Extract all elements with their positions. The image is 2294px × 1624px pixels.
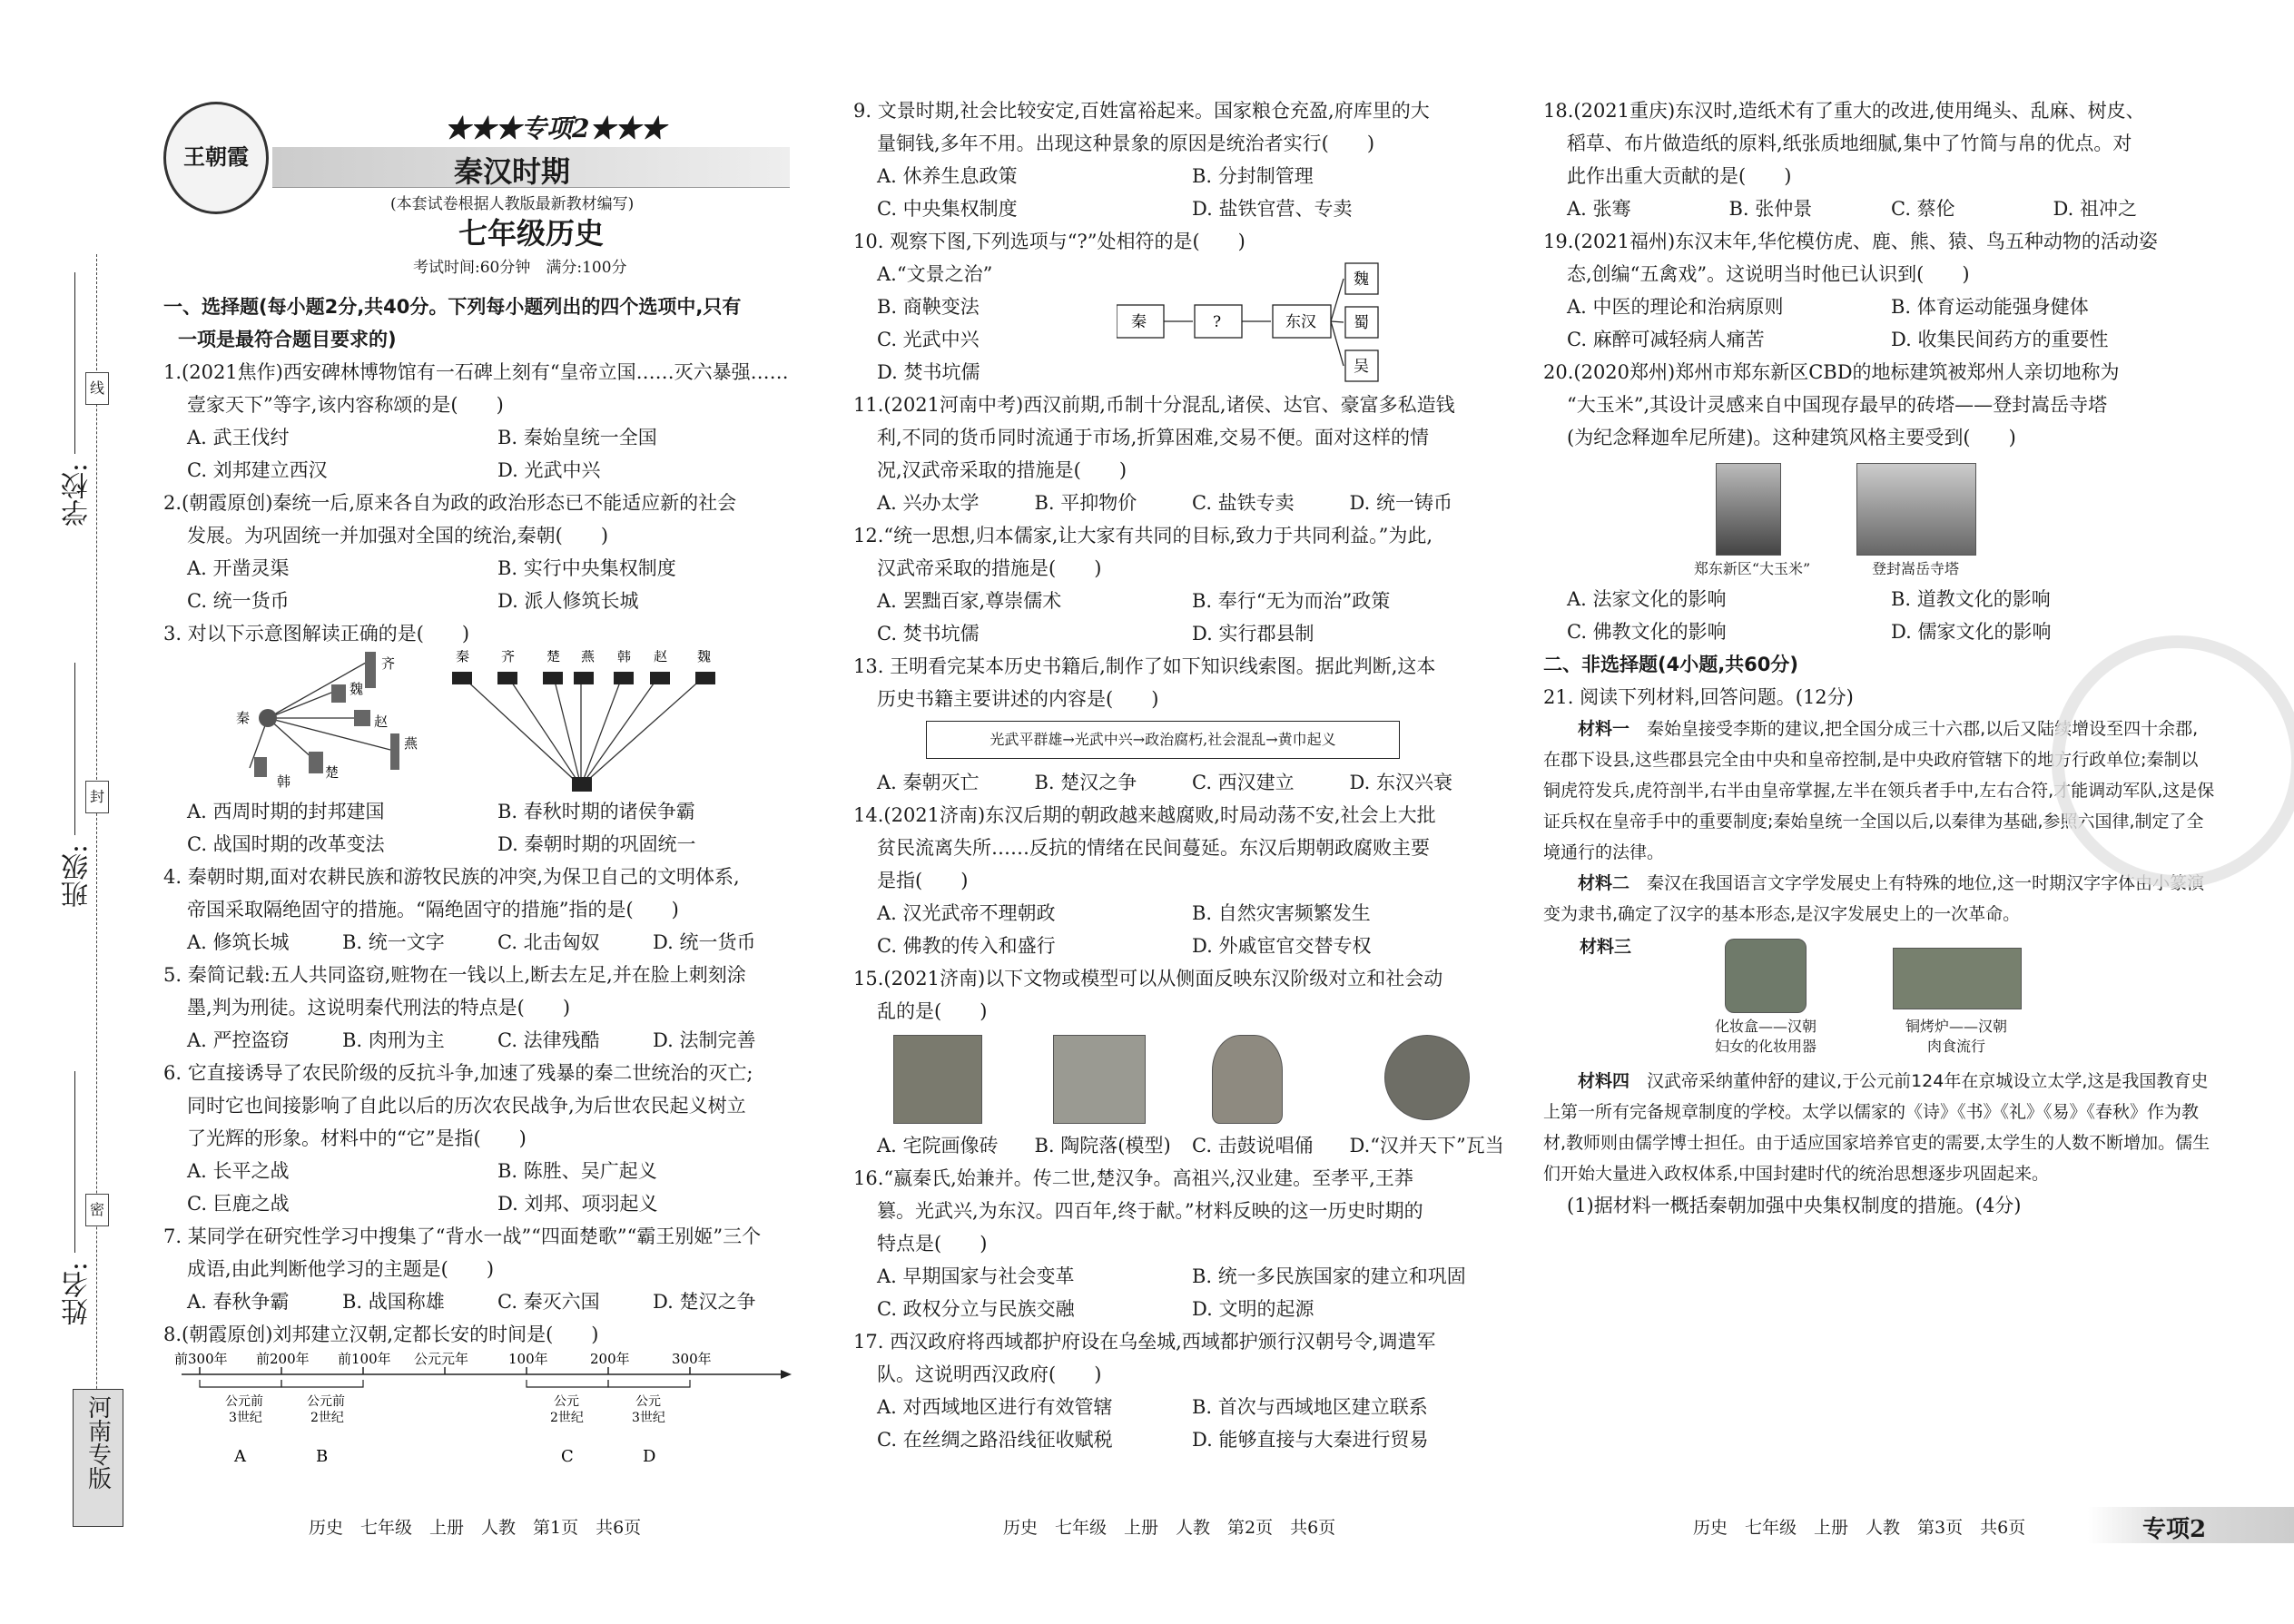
q15-tile-image — [1384, 1035, 1470, 1120]
q8-tick-1: 前300年 — [174, 1351, 228, 1367]
q1-option-a[interactable]: A. 武王伐纣 — [187, 427, 290, 448]
watermark-seal — [2052, 635, 2294, 888]
section-tag — [2088, 1507, 2294, 1543]
q17-option-b[interactable]: B. 首次与西域地区建立联系 — [1192, 1396, 1428, 1418]
q5-option-a[interactable]: A. 严控盗窃 — [187, 1029, 290, 1051]
q11-stem: 11.(2021河南中考)西汉前期,币制十分混乱,诸侯、达官、豪富多私造钱 — [853, 394, 1455, 416]
q8-tick-2: 前200年 — [256, 1351, 310, 1367]
q4-stem-2: 帝国采取隔绝固守的措施。“隔绝固守的措施”指的是( ) — [187, 899, 679, 920]
section1-title-2: 一项是最符合题目要求的) — [178, 329, 397, 350]
q6-option-a[interactable]: A. 长平之战 — [187, 1160, 290, 1182]
q10-option-d[interactable]: D. 焚书坑儒 — [877, 361, 980, 383]
q15-option-c[interactable]: C. 击鼓说唱俑 — [1192, 1135, 1314, 1156]
q9-option-b[interactable]: B. 分封制管理 — [1192, 165, 1314, 187]
q5-stem: 5. 秦简记载:五人共同盗窃,赃物在一钱以上,断去左足,并在脸上刺刻涂 — [163, 964, 746, 986]
column-2 — [853, 94, 1507, 1456]
q15-stem: 15.(2021济南)以下文物或模型可以从侧面反映东汉阶级对立和社会动 — [853, 968, 1443, 989]
q16-stem-2: 篡。光武兴,为东汉。四百年,终于献。”材料反映的这一历史时期的 — [877, 1200, 1423, 1222]
q8-tick-4: 公元元年 — [414, 1351, 469, 1367]
q6-stem: 6. 它直接诱导了农民阶级的反抗斗争,加速了残暴的秦二世统治的灭亡; — [163, 1062, 753, 1084]
page-title: 秦汉时期 — [454, 154, 571, 189]
q8-box-a-l1: 公元前 — [225, 1394, 263, 1409]
q3-coin-wei — [331, 684, 346, 703]
q2-stem-2: 发展。为巩固统一并加强对全国的统治,秦朝( ) — [187, 525, 609, 546]
q10-flow-question: ? — [1213, 313, 1222, 331]
q21-m2-label: 材料二 — [1578, 873, 1630, 893]
q13-option-a[interactable]: A. 秦朝灭亡 — [877, 772, 980, 793]
q18-option-d[interactable]: D. 祖冲之 — [2053, 198, 2137, 220]
q7-option-c[interactable]: C. 秦灭六国 — [497, 1291, 600, 1313]
q3-coin-yan — [390, 733, 399, 770]
q3-option-b[interactable]: B. 春秋时期的诸侯争霸 — [497, 801, 695, 822]
q2-option-a[interactable]: A. 开凿灵渠 — [187, 557, 290, 579]
q3-coin-label-qin: 秦 — [236, 710, 251, 726]
q15-images — [853, 1028, 1507, 1129]
q8-letter-b[interactable]: B — [316, 1447, 329, 1466]
edition-note: (本套试卷根据人教版最新教材编写) — [390, 195, 635, 213]
q1-option-b[interactable]: B. 秦始皇统一全国 — [497, 427, 657, 448]
q8-box-d-l2: 3世纪 — [632, 1411, 665, 1425]
q3-stem: 3. 对以下示意图解读正确的是( ) — [163, 623, 470, 645]
q8-tick-7: 300年 — [672, 1351, 712, 1367]
q19-option-d[interactable]: D. 收集民间药方的重要性 — [1891, 329, 2109, 350]
q6-option-b[interactable]: B. 陈胜、吴广起义 — [497, 1160, 657, 1182]
q3-state-zhao: 赵 — [654, 650, 668, 664]
footer-page-3: 历史 七年级 上册 人教 第3页 共6页 — [1693, 1518, 2026, 1538]
q14-stem-2: 贫民流离失所……反抗的情绪在民间蔓延。东汉后期朝政腐败主要 — [877, 837, 1430, 859]
q11-stem-3: 况,汉武帝采取的措施是( ) — [877, 459, 1127, 481]
q3-state-yan: 燕 — [581, 650, 596, 664]
q8-tick-5: 100年 — [508, 1351, 548, 1367]
q10-option-a[interactable]: A.“文景之治” — [877, 263, 993, 285]
q18-option-c[interactable]: C. 蔡伦 — [1891, 198, 1955, 220]
edition-text: 河南专版 — [84, 1395, 112, 1490]
q9-option-d[interactable]: D. 盐铁官营、专卖 — [1192, 198, 1353, 220]
q7-option-b[interactable]: B. 战国称雄 — [342, 1291, 445, 1313]
q21-m3-caption-2b: 肉食流行 — [1926, 1038, 1985, 1055]
seal-feng-mark: 封 — [85, 781, 109, 813]
q16-option-a[interactable]: A. 早期国家与社会变革 — [877, 1265, 1075, 1287]
q11-option-c[interactable]: C. 盐铁专卖 — [1192, 492, 1295, 514]
q8-box-d-l1: 公元 — [635, 1394, 661, 1409]
q20-stem: 20.(2020郑州)郑州市郑东新区CBD的地标建筑被郑州人亲切地称为 — [1543, 361, 2120, 383]
q3-qin-coin — [259, 709, 277, 727]
q3-state-wei: 魏 — [697, 650, 712, 664]
q17-option-c[interactable]: C. 在丝绸之路沿线征收赋税 — [877, 1429, 1113, 1451]
q10-flow-qin: 秦 — [1131, 313, 1147, 331]
q1-stem-2: 壹家天下”等字,该内容称颂的是( ) — [187, 394, 504, 416]
q10-flow-donghan: 东汉 — [1285, 313, 1316, 331]
q8-box-c-l1: 公元 — [554, 1394, 579, 1409]
q15-option-d[interactable]: D.“汉并天下”瓦当 — [1349, 1135, 1504, 1156]
q3-diagram-svg — [163, 650, 799, 795]
q4-option-a[interactable]: A. 修筑长城 — [187, 931, 290, 953]
q3-state-chu: 楚 — [546, 650, 561, 664]
name-label: 姓名: — [62, 1262, 94, 1326]
q1-option-c[interactable]: C. 刘邦建立西汉 — [187, 459, 328, 481]
q21-material-4 — [1543, 1066, 2215, 1189]
q21-m3-label: 材料三 — [1580, 937, 1632, 957]
q17-option-d[interactable]: D. 能够直接与大秦进行贸易 — [1192, 1429, 1429, 1451]
q13-stem-2: 历史书籍主要讲述的内容是( ) — [877, 688, 1159, 710]
q21-subquestion-1: (1)据材料一概括秦朝加强中央集权制度的措施。(4分) — [1567, 1195, 2022, 1216]
q3-seal-script-glyphs — [452, 672, 715, 792]
q8-tick-6: 200年 — [590, 1351, 630, 1367]
q9-option-a[interactable]: A. 休养生息政策 — [877, 165, 1018, 187]
q10-option-b[interactable]: B. 商鞅变法 — [877, 296, 980, 318]
q5-option-c[interactable]: C. 法律残酷 — [497, 1029, 600, 1051]
q13-option-b[interactable]: B. 楚汉之争 — [1034, 772, 1137, 793]
q10-option-c[interactable]: C. 光武中兴 — [877, 329, 980, 350]
q10-branch-shu: 蜀 — [1354, 314, 1369, 332]
q5-option-d[interactable]: D. 法制完善 — [653, 1029, 756, 1051]
seal-line-mark: 线 — [85, 372, 109, 405]
edition-badge — [73, 1389, 123, 1527]
logo — [163, 102, 269, 214]
q10-branch-wei: 魏 — [1354, 271, 1369, 289]
binding-sidebar — [54, 254, 145, 1543]
q9-stem: 9. 文景时期,社会比较安定,百姓富裕起来。国家粮仓充盈,府库里的大 — [853, 100, 1430, 122]
q8-letter-c[interactable]: C — [561, 1447, 574, 1466]
q5-option-b[interactable]: B. 肉刑为主 — [342, 1029, 445, 1051]
q14-option-b[interactable]: B. 自然灾害频繁发生 — [1192, 902, 1371, 924]
q12-stem-2: 汉武帝采取的措施是( ) — [877, 557, 1102, 579]
q4-option-b[interactable]: B. 统一文字 — [342, 931, 445, 953]
q12-option-d[interactable]: D. 实行郡县制 — [1192, 623, 1314, 645]
q3-coin-zhao — [354, 710, 370, 726]
q21-m3-caption-1b: 妇女的化妆用器 — [1714, 1038, 1816, 1055]
q16-option-b[interactable]: B. 统一多民族国家的建立和巩固 — [1192, 1265, 1466, 1287]
q8-box-b-l1: 公元前 — [307, 1394, 345, 1409]
q3-option-d[interactable]: D. 秦朝时期的巩固统一 — [497, 833, 696, 855]
q21-m2-text: 秦汉在我国语言文字学发展史上有特殊的地位,这一时期汉字字体由小篆演变为隶书,确定了汉字的基本形态,是汉字发展史上的一次革命。 — [1543, 873, 2205, 924]
section-tag-text: 专项2 — [2142, 1516, 2207, 1543]
q11-option-d[interactable]: D. 统一铸币 — [1349, 492, 1452, 514]
q13-option-c[interactable]: C. 西汉建立 — [1192, 772, 1295, 793]
q20-option-d[interactable]: D. 儒家文化的影响 — [1891, 621, 2052, 643]
q9-stem-2: 量铜钱,多年不用。出现这种景象的原因是统治者实行( ) — [877, 133, 1375, 154]
q10-stem: 10. 观察下图,下列选项与“?”处相符的是( ) — [853, 231, 1245, 252]
q18-stem: 18.(2021重庆)东汉时,造纸术有了重大的改进,使用绳头、乱麻、树皮、 — [1543, 100, 2145, 122]
q21-m4-label: 材料四 — [1578, 1071, 1630, 1091]
q21-makeup-box-image — [1725, 939, 1807, 1013]
q3-state-qin: 秦 — [456, 650, 470, 664]
header-stars-title: ★★★专项2★★★ — [445, 113, 666, 143]
q8-tick-3: 前100年 — [338, 1351, 391, 1367]
section1-title: 一、选择题(每小题2分,共40分。下列每小题列出的四个选项中,只有 — [163, 296, 742, 318]
q21-m4-text: 汉武帝采纳董仲舒的建议,于公元前124年在京城设立太学,这是我国教育史上第一所有完备规章制度的学校。太学以儒家的《诗》《书》《礼》《易》《春秋》作为教材,教师则由儒学博士担任。由于适应国家培养官吏的需要,太学生的人数不断增加。儒生们开始大量进入政权体系,中国封建时代的统治思想逐步巩固起来。 — [1543, 1071, 2210, 1184]
q17-option-a[interactable]: A. 对西域地区进行有效管辖 — [877, 1396, 1113, 1418]
q11-stem-2: 利,不同的货币同时流通于市场,折算困难,交易不便。面对这样的情 — [877, 427, 1430, 448]
q3-coin-label-qi: 齐 — [381, 655, 396, 672]
q3-coin-han — [254, 757, 267, 777]
q14-stem: 14.(2021济南)东汉后期的朝政越来越腐败,时局动荡不安,社会上大批 — [853, 804, 1436, 826]
q14-stem-3: 是指( ) — [877, 870, 969, 891]
q20-caption-2: 登封嵩岳寺塔 — [1871, 560, 1959, 577]
footer-page-1: 历史 七年级 上册 人教 第1页 共6页 — [309, 1518, 642, 1538]
class-blank[interactable] — [74, 663, 75, 835]
q12-option-a[interactable]: A. 罢黜百家,尊崇儒术 — [877, 590, 1062, 612]
section2-title: 二、非选择题(4小题,共60分) — [1543, 654, 1799, 675]
q2-option-b[interactable]: B. 实行中央集权制度 — [497, 557, 676, 579]
q4-option-c[interactable]: C. 北击匈奴 — [497, 931, 600, 953]
q7-option-a[interactable]: A. 春秋争霸 — [187, 1291, 290, 1313]
name-blank[interactable] — [74, 1071, 75, 1253]
q15-courtyard-image — [1053, 1035, 1146, 1124]
q21-stem: 21. 阅读下列材料,回答问题。(12分) — [1543, 686, 1854, 708]
q15-figurine-image — [1212, 1035, 1283, 1124]
q2-stem: 2.(朝霞原创)秦统一后,原来各自为政的政治形态已不能适应新的社会 — [163, 492, 737, 514]
q20-stem-3: (为纪念释迦牟尼所建)。这种建筑风格主要受到( ) — [1567, 427, 2016, 448]
q20-option-b[interactable]: B. 道教文化的影响 — [1891, 588, 2051, 610]
q6-stem-3: 了光辉的形象。材料中的“它”是指( ) — [187, 1127, 527, 1149]
subject-title: 七年级历史 — [458, 216, 605, 251]
q21-material-3 — [1543, 930, 2215, 1066]
q18-option-a[interactable]: A. 张骞 — [1567, 198, 1631, 220]
q13-chain-box: 光武平群雄→光武中兴→政治腐朽,社会混乱→黄巾起义 — [926, 721, 1400, 759]
q14-option-a[interactable]: A. 汉光武帝不理朝政 — [877, 902, 1056, 924]
q20-images — [1543, 454, 2215, 583]
q7-option-d[interactable]: D. 楚汉之争 — [653, 1291, 756, 1313]
logo-text: 王朝霞 — [183, 143, 249, 170]
q18-option-b[interactable]: B. 张仲景 — [1728, 198, 1813, 220]
q9-option-c[interactable]: C. 中央集权制度 — [877, 198, 1018, 220]
q18-stem-3: 此作出重大贡献的是( ) — [1567, 165, 1792, 187]
q11-option-a[interactable]: A. 兴办太学 — [877, 492, 980, 514]
q17-stem-2: 队。这说明西汉政府( ) — [877, 1363, 1102, 1385]
q21-m1-label: 材料一 — [1578, 719, 1630, 739]
q21-m3-caption-1a: 化妆盒——汉朝 — [1714, 1018, 1816, 1035]
q15-option-a[interactable]: A. 宅院画像砖 — [877, 1135, 999, 1156]
q2-option-c[interactable]: C. 统一货币 — [187, 590, 290, 612]
q14-option-d[interactable]: D. 外戚宦官交替专权 — [1192, 935, 1372, 957]
q3-coin-label-zhao: 赵 — [374, 714, 389, 730]
q21-m1-text: 秦始皇接受李斯的建议,把全国分成三十六郡,以后又陆续增设至四十余郡,在郡下设县,这些郡县完全由中央和皇帝控制,是中央政府管辖下的地方行政单位;秦制以铜虎符发兵,虎符剖半,右半由皇帝掌握,左半在领兵者手中,左右合符,才能调动军队,这是保证兵权在皇帝手中的重要制度;秦始皇统一全国以后,以秦律为基础,参照六国律,制定了全境通行的法律。 — [1543, 719, 2215, 862]
q3-state-han: 韩 — [617, 650, 632, 664]
q21-material-2 — [1543, 868, 2215, 930]
exam-info: 考试时间:60分钟 满分:100分 — [413, 259, 627, 277]
q19-option-a[interactable]: A. 中医的理论和治病原则 — [1567, 296, 1784, 318]
q8-timeline — [163, 1351, 808, 1478]
q19-stem: 19.(2021福州)东汉末年,华佗模仿虎、鹿、熊、猿、鸟五种动物的活动姿 — [1543, 231, 2158, 252]
q17-stem: 17. 西汉政府将西域都护府设在乌垒城,西域都护颁行汉朝号令,调遣军 — [853, 1331, 1436, 1353]
q15-brick-image — [893, 1035, 982, 1124]
q10-branch-wu: 吴 — [1354, 358, 1369, 376]
q3-coin-label-yan: 燕 — [404, 735, 418, 752]
q3-state-qi: 齐 — [501, 650, 516, 664]
q5-stem-2: 墨,判为刑徒。这说明秦代刑法的特点是( ) — [187, 997, 571, 1019]
q8-box-a-l2: 3世纪 — [229, 1411, 262, 1425]
q12-option-b[interactable]: B. 奉行“无为而治”政策 — [1192, 590, 1391, 612]
q20-option-a[interactable]: A. 法家文化的影响 — [1567, 588, 1727, 610]
q20-pagoda-image — [1856, 463, 1976, 556]
q8-letter-a[interactable]: A — [234, 1447, 246, 1466]
q6-option-c[interactable]: C. 巨鹿之战 — [187, 1193, 290, 1215]
q7-stem-2: 成语,由此判断他学习的主题是( ) — [187, 1258, 495, 1280]
q12-stem: 12.“统一思想,归本儒家,让大家有共同的目标,致力于共同利益。”为此, — [853, 525, 1433, 546]
school-blank[interactable] — [74, 272, 75, 454]
q16-stem-3: 特点是( ) — [877, 1233, 988, 1255]
q3-diagram — [163, 650, 808, 795]
q3-coin-qi — [365, 652, 376, 688]
q13-option-d[interactable]: D. 东汉兴衰 — [1349, 772, 1452, 793]
q20-option-c[interactable]: C. 佛教文化的影响 — [1567, 621, 1727, 643]
q21-bronze-stove-image — [1893, 948, 2022, 1009]
q1-stem: 1.(2021焦作)西安碑林博物馆有一石碑上刻有“皇帝立国……灭六暴强…… — [163, 361, 789, 383]
q6-option-d[interactable]: D. 刘邦、项羽起义 — [497, 1193, 658, 1215]
seal-mi-mark: 密 — [85, 1194, 109, 1226]
q19-option-c[interactable]: C. 麻醉可减轻病人痛苦 — [1567, 329, 1765, 350]
q15-option-b[interactable]: B. 陶院落(模型) — [1034, 1135, 1171, 1156]
q21-m3-caption-2a: 铜烤炉——汉朝 — [1905, 1018, 2007, 1035]
q20-dayumi-image — [1716, 463, 1781, 556]
q8-timeline-svg — [163, 1351, 799, 1478]
q13-chain-wrap — [853, 715, 1507, 766]
q19-stem-2: 态,创编“五禽戏”。这说明当时他已认识到( ) — [1567, 263, 1970, 285]
q7-stem: 7. 某同学在研究性学习中搜集了“背水一战”“四面楚歌”“霸王别姬”三个 — [163, 1225, 762, 1247]
q4-stem: 4. 秦朝时期,面对农耕民族和游牧民族的冲突,为保卫自己的文明体系, — [163, 866, 740, 888]
q20-stem-2: “大玉米”,其设计灵感来自中国现存最早的砖塔——登封嵩岳寺塔 — [1567, 394, 2108, 416]
q14-option-c[interactable]: C. 佛教的传入和盛行 — [877, 935, 1056, 957]
q12-option-c[interactable]: C. 焚书坑儒 — [877, 623, 980, 645]
q2-option-d[interactable]: D. 派人修筑长城 — [497, 590, 639, 612]
q4-option-d[interactable]: D. 统一货币 — [653, 931, 756, 953]
q18-stem-2: 稻草、布片做造纸的原料,纸张质地细腻,集中了竹简与帛的优点。对 — [1567, 133, 2132, 154]
q1-option-d[interactable]: D. 光武中兴 — [497, 459, 601, 481]
school-label: 学校: — [62, 463, 94, 527]
q8-box-b-l2: 2世纪 — [310, 1411, 344, 1425]
q19-option-b[interactable]: B. 体育运动能强身健体 — [1891, 296, 2089, 318]
footer-page-2: 历史 七年级 上册 人教 第2页 共6页 — [1003, 1518, 1336, 1538]
q11-option-b[interactable]: B. 平抑物价 — [1034, 492, 1137, 514]
q3-coin-label-han: 韩 — [277, 773, 291, 790]
q8-stem: 8.(朝霞原创)刘邦建立汉朝,定都长安的时间是( ) — [163, 1324, 599, 1345]
q3-coin-label-wei: 魏 — [350, 681, 364, 697]
q10-flow-svg — [1117, 258, 1380, 389]
q20-caption-1: 郑东新区“大玉米” — [1693, 560, 1811, 577]
q16-stem: 16.“嬴秦氏,始兼并。传二世,楚汉争。高祖兴,汉业建。至孝平,王莽 — [853, 1167, 1413, 1189]
q13-stem: 13. 王明看完某本历史书籍后,制作了如下知识线索图。据此判断,这本 — [853, 655, 1436, 677]
q6-stem-2: 同时它也间接影响了自此以后的历次农民战争,为后世农民起义树立 — [187, 1095, 746, 1117]
q15-stem-2: 乱的是( ) — [877, 1000, 988, 1022]
class-label: 班级: — [62, 844, 94, 909]
q3-coin-chu — [309, 752, 323, 773]
q10-block — [853, 258, 1507, 389]
q3-coin-label-chu: 楚 — [325, 764, 340, 781]
q3-option-c[interactable]: C. 战国时期的改革变法 — [187, 833, 385, 855]
column-1 — [163, 290, 808, 1478]
q8-box-c-l2: 2世纪 — [550, 1411, 584, 1425]
q3-option-a[interactable]: A. 西周时期的封邦建国 — [187, 801, 385, 822]
q16-option-d[interactable]: D. 文明的起源 — [1192, 1298, 1314, 1320]
q8-letter-d[interactable]: D — [643, 1447, 656, 1466]
q16-option-c[interactable]: C. 政权分立与民族交融 — [877, 1298, 1075, 1320]
